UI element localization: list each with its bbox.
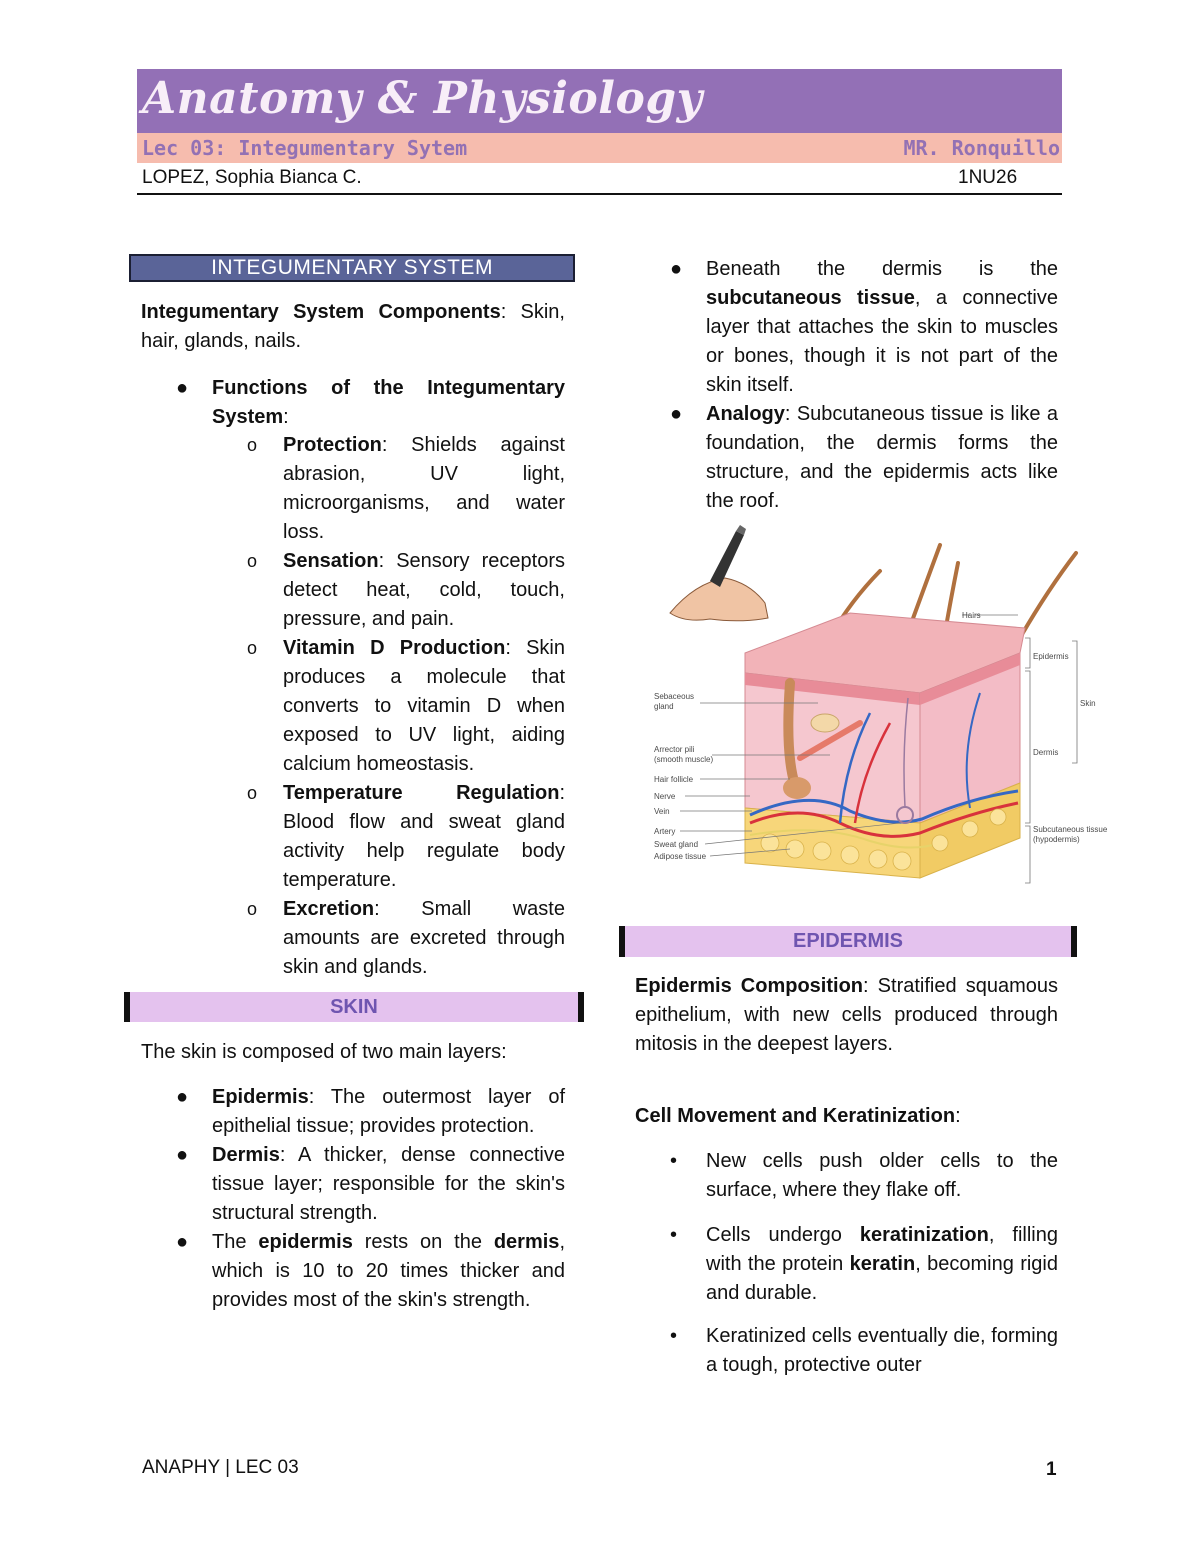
label-dermis: Dermis — [1033, 748, 1059, 757]
list-item: • Keratinized cells eventually die, forming a tough, protective outer — [706, 1322, 1058, 1380]
label-sweat-gland: Sweat gland — [654, 840, 699, 849]
label-subcutaneous: Subcutaneous tissue — [1033, 825, 1108, 834]
bullet-icon: ● — [176, 1231, 189, 1253]
components-paragraph — [141, 298, 565, 356]
label-sebaceous: Sebaceous — [654, 692, 695, 701]
label-smooth-muscle: (smooth muscle) — [654, 755, 714, 764]
list-item: ● Beneath the dermis is the subcutaneous tissue, a connective layer that attaches the skin to muscles or bones, though it is not part of the skin itself. — [706, 255, 1058, 400]
cell-movement-heading: Cell Movement and Keratinization: — [635, 1105, 961, 1127]
skin-heading: SKIN — [124, 992, 584, 1022]
header-divider — [137, 193, 1062, 195]
circle-bullet-icon: o — [247, 551, 258, 571]
label-arrector-pili: Arrector pili — [654, 745, 695, 754]
composition-label: Epidermis Composition — [635, 975, 864, 997]
student-name: LOPEZ, Sophia Bianca C. — [142, 167, 362, 188]
bullet-icon: • — [670, 1224, 678, 1246]
circle-bullet-icon: o — [247, 435, 258, 455]
list-item: o Sensation: Sensory receptors detect heat, cold, touch, pressure, and pain. — [283, 547, 565, 634]
footer-course: ANAPHY | LEC 03 — [142, 1457, 299, 1478]
label-nerve: Nerve — [654, 792, 676, 801]
label-epidermis: Epidermis — [1033, 652, 1069, 661]
list-item: ● Epidermis: The outermost layer of epithelial tissue; provides protection. — [212, 1083, 565, 1141]
label-hypodermis: (hypodermis) — [1033, 835, 1080, 844]
hand-pen-icon — [670, 525, 768, 621]
skin-intro: The skin is composed of two main layers: — [141, 1041, 507, 1063]
section-code: 1NU26 — [958, 167, 1018, 188]
list-item: ● Analogy: Subcutaneous tissue is like a foundation, the dermis forms the structure, and the epidermis acts like the roof. — [706, 400, 1058, 516]
layer-brackets — [1025, 638, 1077, 883]
teacher-name: MR. Ronquillo — [903, 136, 1060, 160]
list-item: ● The epidermis rests on the dermis, which is 10 to 20 times thicker and provides most of the skin's strength. — [212, 1228, 565, 1315]
composition-text: : Stratified squamous epithelium, with new cells produced through mitosis in the deepest layers. — [635, 975, 1058, 1055]
bullet-icon: • — [670, 1325, 678, 1347]
label-sebaceous-gland: gland — [654, 702, 674, 711]
functions-list — [176, 374, 565, 432]
list-item: ● Functions of the Integumentary System: — [212, 374, 565, 432]
list-item: • New cells push older cells to the surface, where they flake off. — [706, 1147, 1058, 1205]
list-item: o Vitamin D Production: Skin produces a molecule that converts to vitamin D when exposed to UV light, aiding calcium homeostasis. — [283, 634, 565, 779]
cell-movement-item-2 — [670, 1221, 1058, 1308]
epidermis-heading: EPIDERMIS — [619, 926, 1077, 957]
components-label: Integumentary System Components — [141, 301, 501, 323]
cell-movement-item-1 — [670, 1147, 1058, 1205]
lecture-title: Lec 03: Integumentary Sytem — [142, 136, 468, 160]
label-vein: Vein — [654, 807, 670, 816]
bullet-icon: ● — [176, 1086, 189, 1108]
circle-bullet-icon: o — [247, 899, 258, 919]
functions-sublist — [247, 431, 565, 982]
bullet-icon: ● — [670, 403, 683, 425]
bullet-icon: ● — [670, 258, 683, 280]
subcutaneous-list — [670, 255, 1058, 516]
page-number: 1 — [1046, 1459, 1057, 1480]
circle-bullet-icon: o — [247, 638, 258, 658]
label-hairs: Hairs — [962, 611, 981, 620]
document-title: Anatomy & Physiology — [142, 73, 703, 124]
cell-movement-item-3 — [670, 1322, 1058, 1380]
list-item: o Temperature Regulation: Blood flow and sweat gland activity help regulate body temperature. — [283, 779, 565, 895]
label-hair-follicle: Hair follicle — [654, 775, 694, 784]
list-item: ● Dermis: A thicker, dense connective tissue layer; responsible for the skin's structural strength. — [212, 1141, 565, 1228]
bullet-icon: • — [670, 1150, 678, 1172]
label-adipose: Adipose tissue — [654, 852, 707, 861]
epidermis-composition — [635, 972, 1058, 1059]
circle-bullet-icon: o — [247, 783, 258, 803]
skin-layers-list — [176, 1083, 565, 1315]
hair-bulb — [783, 777, 811, 799]
skin-diagram — [640, 523, 1115, 908]
list-item: • Cells undergo keratinization, filling with the protein keratin, becoming rigid and durable. — [706, 1221, 1058, 1308]
bullet-icon: ● — [176, 1144, 189, 1166]
functions-label: Functions of the Integumentary System — [212, 377, 565, 428]
components-text: : Skin, hair, glands, nails. — [141, 301, 565, 352]
bullet-icon: ● — [176, 377, 189, 399]
label-skin: Skin — [1080, 699, 1096, 708]
list-item: o Excretion: Small waste amounts are excreted through skin and glands. — [283, 895, 565, 982]
label-artery: Artery — [654, 827, 676, 836]
list-item: o Protection: Shields against abrasion, UV light, microorganisms, and water loss. — [283, 431, 565, 547]
sebaceous-gland — [811, 714, 839, 732]
integumentary-system-heading: INTEGUMENTARY SYSTEM — [129, 254, 575, 282]
